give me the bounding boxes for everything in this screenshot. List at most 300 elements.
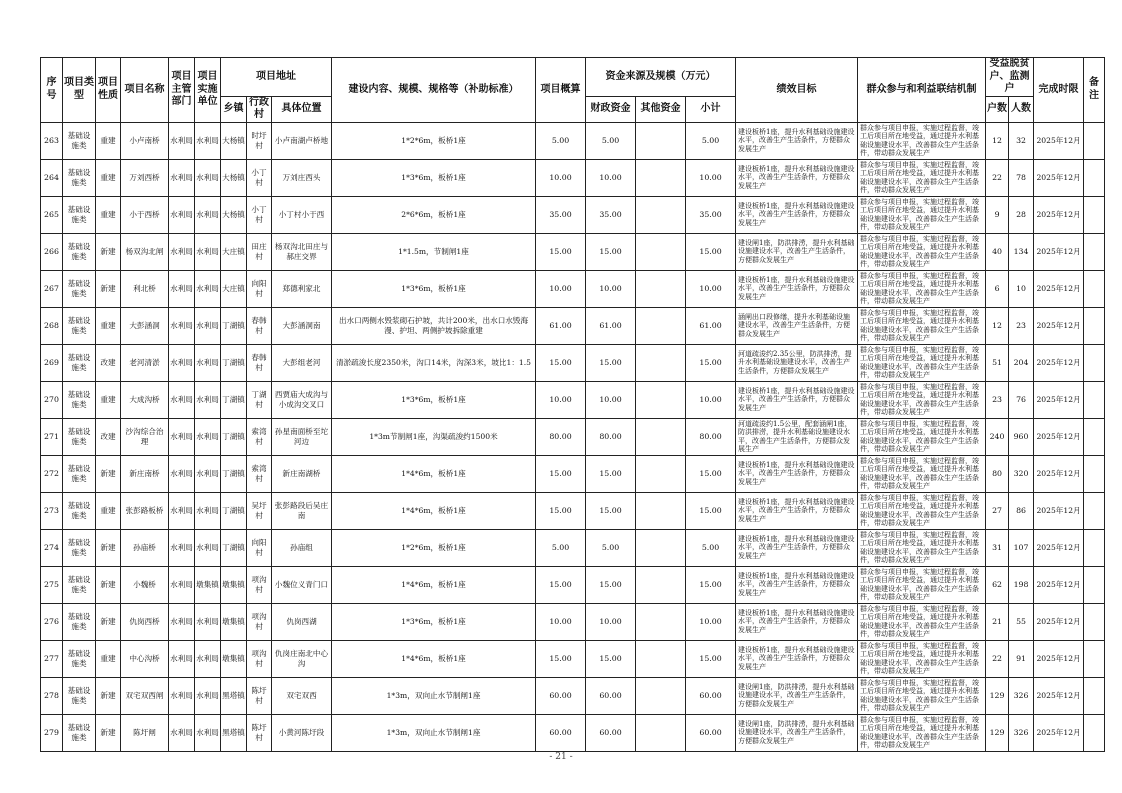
cell-impl: 水利局	[195, 529, 221, 566]
cell-other	[636, 233, 686, 270]
cell-type: 基础设施类	[63, 233, 96, 270]
cell-location: 新庄南湖桥	[272, 455, 332, 492]
cell-budget: 5.00	[536, 122, 586, 159]
header-remark: 备注	[1084, 58, 1105, 123]
cell-goal: 建设板桥1座，提升水利基础设施建设水平，改善生产生活条件，方便群众发展生产	[736, 381, 858, 418]
cell-nature: 重建	[96, 307, 121, 344]
cell-town: 墩集镇	[221, 603, 247, 640]
cell-goal: 建设板桥1座，提升水利基础设施建设水平，改善生产生活条件，方便群众发展生产	[736, 529, 858, 566]
cell-fiscal: 15.00	[586, 344, 636, 381]
cell-location: 仇岗西湖	[272, 603, 332, 640]
cell-content: 出水口两侧水毁浆砌石护坡，共计200米，出水口水毁海漫、护坦、两侧护坡拆除重建	[332, 307, 536, 344]
header-type: 项目类型	[63, 58, 96, 123]
cell-village: 丁湖村	[247, 381, 272, 418]
cell-households: 6	[986, 270, 1009, 307]
cell-households: 51	[986, 344, 1009, 381]
cell-persons: 107	[1009, 529, 1034, 566]
cell-deadline: 2025年12月	[1034, 714, 1084, 751]
cell-dept: 水利局	[169, 418, 195, 455]
table-row	[41, 159, 1105, 196]
cell-households: 12	[986, 122, 1009, 159]
cell-goal: 建设板桥1座，提升水利基础设施建设水平，改善生产生活条件，方便群众发展生产	[736, 270, 858, 307]
cell-deadline: 2025年12月	[1034, 122, 1084, 159]
cell-content: 1*4*6m，板桥1座	[332, 566, 536, 603]
cell-other	[636, 529, 686, 566]
cell-goal: 建设板桥1座，提升水利基础设施建设水平，改善生产生活条件，方便群众发展生产	[736, 455, 858, 492]
cell-seq: 278	[41, 677, 63, 714]
cell-mechanism: 群众参与项目申报，实施过程监督，竣工后项目所在地受益，通过提升水利基础设施建设水平，改善群众生产生活条件，带动群众发展生产	[858, 566, 986, 603]
cell-content: 1*4*6m，板桥1座	[332, 455, 536, 492]
cell-name: 新庄南桥	[121, 455, 169, 492]
cell-type: 基础设施类	[63, 455, 96, 492]
cell-village: 春韩村	[247, 344, 272, 381]
table-row	[41, 529, 1105, 566]
cell-impl: 水利局	[195, 159, 221, 196]
cell-remark	[1084, 122, 1105, 159]
cell-type: 基础设施类	[63, 381, 96, 418]
cell-content: 清淤疏浚长度2350米，沟口14米，沟深3米，坡比1：1.5	[332, 344, 536, 381]
cell-deadline: 2025年12月	[1034, 566, 1084, 603]
table-row	[41, 566, 1105, 603]
cell-subtotal: 10.00	[686, 603, 736, 640]
cell-deadline: 2025年12月	[1034, 603, 1084, 640]
cell-other	[636, 714, 686, 751]
cell-goal: 河道疏浚约2.35公里，防洪排涝，提升水利基础设施建设水平，改善生产生活条件，方便群众发展生产	[736, 344, 858, 381]
header-seq: 序号	[41, 58, 63, 123]
cell-name: 小魏桥	[121, 566, 169, 603]
cell-budget: 5.00	[536, 529, 586, 566]
cell-nature: 改建	[96, 344, 121, 381]
cell-mechanism: 群众参与项目申报，实施过程监督，竣工后项目所在地受益，通过提升水利基础设施建设水平，改善群众生产生活条件，带动群众发展生产	[858, 270, 986, 307]
cell-remark	[1084, 603, 1105, 640]
cell-budget: 80.00	[536, 418, 586, 455]
cell-goal: 建设板桥1座，提升水利基础设施建设水平，改善生产生活条件，方便群众发展生产	[736, 566, 858, 603]
table-header	[41, 58, 1105, 123]
cell-type: 基础设施类	[63, 159, 96, 196]
cell-fiscal: 15.00	[586, 640, 636, 677]
cell-name: 仇岗西桥	[121, 603, 169, 640]
cell-content: 1*3*6m，板桥1座	[332, 381, 536, 418]
cell-persons: 10	[1009, 270, 1034, 307]
header-goal: 绩效目标	[736, 58, 858, 123]
cell-nature: 新建	[96, 233, 121, 270]
cell-location: 孙星南面桥至坨河边	[272, 418, 332, 455]
cell-deadline: 2025年12月	[1034, 344, 1084, 381]
cell-impl: 墩集镇	[195, 566, 221, 603]
cell-seq: 266	[41, 233, 63, 270]
cell-type: 基础设施类	[63, 307, 96, 344]
cell-dept: 水利局	[169, 122, 195, 159]
cell-mechanism: 群众参与项目申报，实施过程监督，竣工后项目所在地受益，通过提升水利基础设施建设水平，改善群众生产生活条件，带动群众发展生产	[858, 159, 986, 196]
header-households: 户数	[986, 96, 1009, 122]
cell-budget: 15.00	[536, 640, 586, 677]
cell-nature: 新建	[96, 529, 121, 566]
cell-town: 大杨镇	[221, 122, 247, 159]
cell-name: 大成沟桥	[121, 381, 169, 418]
cell-mechanism: 群众参与项目申报，实施过程监督，竣工后项目所在地受益，通过提升水利基础设施建设水平，改善群众生产生活条件，带动群众发展生产	[858, 307, 986, 344]
cell-type: 基础设施类	[63, 270, 96, 307]
cell-deadline: 2025年12月	[1034, 677, 1084, 714]
cell-nature: 新建	[96, 714, 121, 751]
cell-persons: 78	[1009, 159, 1034, 196]
cell-subtotal: 15.00	[686, 233, 736, 270]
table-row	[41, 196, 1105, 233]
header-impl: 项目实施单位	[195, 58, 221, 123]
cell-village: 小丁村	[247, 196, 272, 233]
cell-type: 基础设施类	[63, 566, 96, 603]
cell-name: 万刘西桥	[121, 159, 169, 196]
cell-other	[636, 566, 686, 603]
cell-seq: 279	[41, 714, 63, 751]
cell-type: 基础设施类	[63, 677, 96, 714]
cell-impl: 水利局	[195, 418, 221, 455]
cell-town: 黑塔镇	[221, 714, 247, 751]
cell-nature: 新建	[96, 270, 121, 307]
table-row	[41, 714, 1105, 751]
cell-persons: 32	[1009, 122, 1034, 159]
cell-mechanism: 群众参与项目申报，实施过程监督，竣工后项目所在地受益，通过提升水利基础设施建设水平，改善群众生产生活条件，带动群众发展生产	[858, 122, 986, 159]
header-name: 项目名称	[121, 58, 169, 123]
cell-persons: 55	[1009, 603, 1034, 640]
cell-impl: 水利局	[195, 492, 221, 529]
table-body	[41, 122, 1105, 751]
cell-location: 双宅双西	[272, 677, 332, 714]
cell-location: 小丁村小于西	[272, 196, 332, 233]
cell-location: 杨双沟北田庄与郝庄交界	[272, 233, 332, 270]
cell-households: 22	[986, 640, 1009, 677]
cell-households: 62	[986, 566, 1009, 603]
cell-households: 9	[986, 196, 1009, 233]
cell-budget: 60.00	[536, 677, 586, 714]
cell-village: 项沟村	[247, 640, 272, 677]
cell-dept: 水利局	[169, 455, 195, 492]
cell-goal: 建设闸1座，防洪排涝，提升水利基础设施建设水平，改善生产生活条件，方便群众发展生产	[736, 714, 858, 751]
cell-subtotal: 10.00	[686, 159, 736, 196]
header-other: 其他资金	[636, 96, 686, 122]
cell-goal: 河道疏浚约1.5公里，配套涵闸1座，防洪排涝，提升水利基础设施建设水平，改善生产生活条件，方便群众发展生产	[736, 418, 858, 455]
cell-fiscal: 5.00	[586, 529, 636, 566]
cell-impl: 水利局	[195, 381, 221, 418]
cell-location: 孙庙组	[272, 529, 332, 566]
cell-seq: 275	[41, 566, 63, 603]
cell-seq: 271	[41, 418, 63, 455]
cell-other	[636, 418, 686, 455]
cell-village: 向阳村	[247, 270, 272, 307]
cell-impl: 水利局	[195, 307, 221, 344]
cell-impl: 水利局	[195, 640, 221, 677]
cell-location: 小黄河陈圩段	[272, 714, 332, 751]
cell-remark	[1084, 307, 1105, 344]
cell-location: 万刘庄西头	[272, 159, 332, 196]
cell-content: 1*3*6m，板桥1座	[332, 270, 536, 307]
cell-dept: 水利局	[169, 603, 195, 640]
cell-households: 240	[986, 418, 1009, 455]
table-row	[41, 344, 1105, 381]
cell-dept: 水利局	[169, 529, 195, 566]
cell-name: 双宅双西闸	[121, 677, 169, 714]
cell-village: 田庄村	[247, 233, 272, 270]
table-row	[41, 233, 1105, 270]
cell-households: 80	[986, 455, 1009, 492]
cell-other	[636, 196, 686, 233]
cell-goal: 建设板桥1座，提升水利基础设施建设水平，改善生产生活条件，方便群众发展生产	[736, 196, 858, 233]
cell-type: 基础设施类	[63, 196, 96, 233]
cell-fiscal: 5.00	[586, 122, 636, 159]
cell-remark	[1084, 529, 1105, 566]
cell-subtotal: 5.00	[686, 529, 736, 566]
cell-nature: 改建	[96, 418, 121, 455]
cell-remark	[1084, 714, 1105, 751]
cell-town: 丁湖镇	[221, 307, 247, 344]
cell-persons: 198	[1009, 566, 1034, 603]
cell-town: 丁湖镇	[221, 492, 247, 529]
header-nature: 项目性质	[96, 58, 121, 123]
cell-nature: 重建	[96, 381, 121, 418]
cell-seq: 263	[41, 122, 63, 159]
cell-location: 小卢南湖卢桥地	[272, 122, 332, 159]
cell-budget: 35.00	[536, 196, 586, 233]
cell-town: 黑塔镇	[221, 677, 247, 714]
cell-budget: 10.00	[536, 159, 586, 196]
cell-seq: 269	[41, 344, 63, 381]
cell-households: 40	[986, 233, 1009, 270]
cell-mechanism: 群众参与项目申报，实施过程监督，竣工后项目所在地受益，通过提升水利基础设施建设水平，改善群众生产生活条件，带动群众发展生产	[858, 492, 986, 529]
cell-other	[636, 455, 686, 492]
cell-nature: 重建	[96, 122, 121, 159]
cell-village: 春韩村	[247, 307, 272, 344]
cell-budget: 15.00	[536, 233, 586, 270]
cell-remark	[1084, 270, 1105, 307]
cell-persons: 960	[1009, 418, 1034, 455]
cell-mechanism: 群众参与项目申报，实施过程监督，竣工后项目所在地受益，通过提升水利基础设施建设水平，改善群众生产生活条件，带动群众发展生产	[858, 714, 986, 751]
cell-impl: 水利局	[195, 344, 221, 381]
cell-remark	[1084, 344, 1105, 381]
header-beneficiary: 受益脱贫户、监测户	[986, 58, 1034, 97]
cell-name: 小卢南桥	[121, 122, 169, 159]
cell-content: 1*4*6m，板桥1座	[332, 640, 536, 677]
cell-fiscal: 15.00	[586, 455, 636, 492]
cell-content: 1*3m节制闸1座，沟渠疏浚约1500米	[332, 418, 536, 455]
cell-subtotal: 35.00	[686, 196, 736, 233]
cell-remark	[1084, 196, 1105, 233]
cell-name: 孙庙桥	[121, 529, 169, 566]
cell-dept: 水利局	[169, 677, 195, 714]
cell-impl: 水利局	[195, 196, 221, 233]
cell-location: 仇岗庄南北中心沟	[272, 640, 332, 677]
cell-remark	[1084, 492, 1105, 529]
cell-nature: 新建	[96, 566, 121, 603]
cell-budget: 15.00	[536, 492, 586, 529]
cell-seq: 276	[41, 603, 63, 640]
cell-other	[636, 640, 686, 677]
header-town: 乡镇	[221, 96, 247, 122]
cell-households: 129	[986, 677, 1009, 714]
cell-persons: 23	[1009, 307, 1034, 344]
cell-village: 陈圩村	[247, 714, 272, 751]
cell-deadline: 2025年12月	[1034, 196, 1084, 233]
cell-remark	[1084, 455, 1105, 492]
cell-budget: 10.00	[536, 270, 586, 307]
cell-other	[636, 270, 686, 307]
cell-impl: 水利局	[195, 714, 221, 751]
cell-name: 老河清淤	[121, 344, 169, 381]
cell-subtotal: 15.00	[686, 492, 736, 529]
cell-other	[636, 603, 686, 640]
cell-type: 基础设施类	[63, 714, 96, 751]
cell-deadline: 2025年12月	[1034, 455, 1084, 492]
cell-budget: 61.00	[536, 307, 586, 344]
table-row	[41, 455, 1105, 492]
cell-fiscal: 60.00	[586, 677, 636, 714]
cell-town: 大杨镇	[221, 159, 247, 196]
cell-deadline: 2025年12月	[1034, 640, 1084, 677]
cell-households: 129	[986, 714, 1009, 751]
cell-village: 索湾村	[247, 455, 272, 492]
cell-fiscal: 10.00	[586, 603, 636, 640]
cell-budget: 60.00	[536, 714, 586, 751]
cell-fiscal: 61.00	[586, 307, 636, 344]
cell-persons: 320	[1009, 455, 1034, 492]
cell-dept: 水利局	[169, 233, 195, 270]
cell-subtotal: 80.00	[686, 418, 736, 455]
table-row	[41, 381, 1105, 418]
cell-households: 23	[986, 381, 1009, 418]
cell-remark	[1084, 566, 1105, 603]
cell-content: 1*2*6m，板桥1座	[332, 122, 536, 159]
cell-village: 索湾村	[247, 418, 272, 455]
cell-households: 12	[986, 307, 1009, 344]
table-row	[41, 122, 1105, 159]
table-row	[41, 492, 1105, 529]
cell-households: 31	[986, 529, 1009, 566]
cell-location: 大彭组老河	[272, 344, 332, 381]
cell-name: 中心沟桥	[121, 640, 169, 677]
cell-name: 利北桥	[121, 270, 169, 307]
header-content: 建设内容、规模、规格等（补助标准）	[332, 58, 536, 123]
cell-deadline: 2025年12月	[1034, 381, 1084, 418]
cell-nature: 新建	[96, 455, 121, 492]
cell-nature: 重建	[96, 640, 121, 677]
cell-village: 项沟村	[247, 566, 272, 603]
cell-dept: 水利局	[169, 196, 195, 233]
cell-name: 小于西桥	[121, 196, 169, 233]
cell-remark	[1084, 233, 1105, 270]
cell-town: 墩集镇	[221, 640, 247, 677]
cell-impl: 水利局	[195, 603, 221, 640]
cell-content: 1*1.5m，节制闸1座	[332, 233, 536, 270]
cell-subtotal: 60.00	[686, 677, 736, 714]
cell-name: 沙沟综合治理	[121, 418, 169, 455]
cell-name: 张彭路板桥	[121, 492, 169, 529]
cell-village: 小丁村	[247, 159, 272, 196]
cell-other	[636, 677, 686, 714]
cell-town: 丁湖镇	[221, 529, 247, 566]
cell-town: 丁湖镇	[221, 344, 247, 381]
cell-fiscal: 15.00	[586, 492, 636, 529]
cell-remark	[1084, 418, 1105, 455]
cell-goal: 建设板桥1座，提升水利基础设施建设水平，改善生产生活条件，方便群众发展生产	[736, 159, 858, 196]
cell-fiscal: 15.00	[586, 566, 636, 603]
table-row	[41, 677, 1105, 714]
cell-dept: 水利局	[169, 566, 195, 603]
cell-fiscal: 10.00	[586, 270, 636, 307]
cell-dept: 水利局	[169, 381, 195, 418]
cell-town: 墩集镇	[221, 566, 247, 603]
cell-mechanism: 群众参与项目申报，实施过程监督，竣工后项目所在地受益，通过提升水利基础设施建设水平，改善群众生产生活条件，带动群众发展生产	[858, 196, 986, 233]
cell-seq: 273	[41, 492, 63, 529]
cell-deadline: 2025年12月	[1034, 529, 1084, 566]
cell-impl: 水利局	[195, 270, 221, 307]
cell-dept: 水利局	[169, 492, 195, 529]
cell-deadline: 2025年12月	[1034, 418, 1084, 455]
table-row	[41, 640, 1105, 677]
cell-village: 向阳村	[247, 529, 272, 566]
cell-deadline: 2025年12月	[1034, 233, 1084, 270]
cell-town: 大庄镇	[221, 233, 247, 270]
cell-dept: 水利局	[169, 714, 195, 751]
header-deadline: 完成时限	[1034, 58, 1084, 123]
cell-mechanism: 群众参与项目申报，实施过程监督，竣工后项目所在地受益，通过提升水利基础设施建设水平，改善群众生产生活条件，带动群众发展生产	[858, 233, 986, 270]
cell-subtotal: 15.00	[686, 566, 736, 603]
cell-other	[636, 381, 686, 418]
cell-seq: 277	[41, 640, 63, 677]
cell-dept: 水利局	[169, 640, 195, 677]
cell-households: 27	[986, 492, 1009, 529]
cell-goal: 涵闸出口段修缮，提升水利基础设施建设水平，改善生产生活条件，方便群众发展生产	[736, 307, 858, 344]
cell-subtotal: 15.00	[686, 455, 736, 492]
header-location: 具体位置	[272, 96, 332, 122]
header-persons: 人数	[1009, 96, 1034, 122]
cell-households: 22	[986, 159, 1009, 196]
cell-remark	[1084, 381, 1105, 418]
cell-subtotal: 10.00	[686, 270, 736, 307]
cell-seq: 264	[41, 159, 63, 196]
cell-mechanism: 群众参与项目申报，实施过程监督，竣工后项目所在地受益，通过提升水利基础设施建设水平，改善群众生产生活条件，带动群众发展生产	[858, 640, 986, 677]
cell-other	[636, 344, 686, 381]
cell-impl: 水利局	[195, 233, 221, 270]
cell-budget: 10.00	[536, 603, 586, 640]
cell-goal: 建设板桥1座，提升水利基础设施建设水平，改善生产生活条件，方便群众发展生产	[736, 122, 858, 159]
table-row	[41, 603, 1105, 640]
cell-other	[636, 159, 686, 196]
cell-mechanism: 群众参与项目申报，实施过程监督，竣工后项目所在地受益，通过提升水利基础设施建设水平，改善群众生产生活条件，带动群众发展生产	[858, 677, 986, 714]
header-budget: 项目概算	[536, 58, 586, 123]
cell-goal: 建设闸1座，防洪排涝，提升水利基础设施建设水平，改善生产生活条件，方便群众发展生产	[736, 233, 858, 270]
cell-content: 1*2*6m，板桥1座	[332, 529, 536, 566]
cell-location: 郑德利家北	[272, 270, 332, 307]
cell-type: 基础设施类	[63, 492, 96, 529]
cell-mechanism: 群众参与项目申报，实施过程监督，竣工后项目所在地受益，通过提升水利基础设施建设水平，改善群众生产生活条件，带动群众发展生产	[858, 381, 986, 418]
cell-mechanism: 群众参与项目申报，实施过程监督，竣工后项目所在地受益，通过提升水利基础设施建设水平，改善群众生产生活条件，带动群众发展生产	[858, 603, 986, 640]
cell-subtotal: 10.00	[686, 381, 736, 418]
cell-seq: 270	[41, 381, 63, 418]
cell-content: 1*3*6m，板桥1座	[332, 159, 536, 196]
cell-seq: 267	[41, 270, 63, 307]
cell-fiscal: 60.00	[586, 714, 636, 751]
cell-goal: 建设板桥1座，提升水利基础设施建设水平，改善生产生活条件，方便群众发展生产	[736, 492, 858, 529]
cell-persons: 91	[1009, 640, 1034, 677]
cell-goal: 建设板桥1座，提升水利基础设施建设水平，改善生产生活条件，方便群众发展生产	[736, 640, 858, 677]
cell-nature: 新建	[96, 677, 121, 714]
cell-budget: 15.00	[536, 455, 586, 492]
cell-deadline: 2025年12月	[1034, 270, 1084, 307]
cell-type: 基础设施类	[63, 529, 96, 566]
cell-town: 丁湖镇	[221, 455, 247, 492]
cell-seq: 265	[41, 196, 63, 233]
cell-seq: 268	[41, 307, 63, 344]
cell-mechanism: 群众参与项目申报，实施过程监督，竣工后项目所在地受益，通过提升水利基础设施建设水平，改善群众生产生活条件，带动群众发展生产	[858, 529, 986, 566]
cell-type: 基础设施类	[63, 122, 96, 159]
